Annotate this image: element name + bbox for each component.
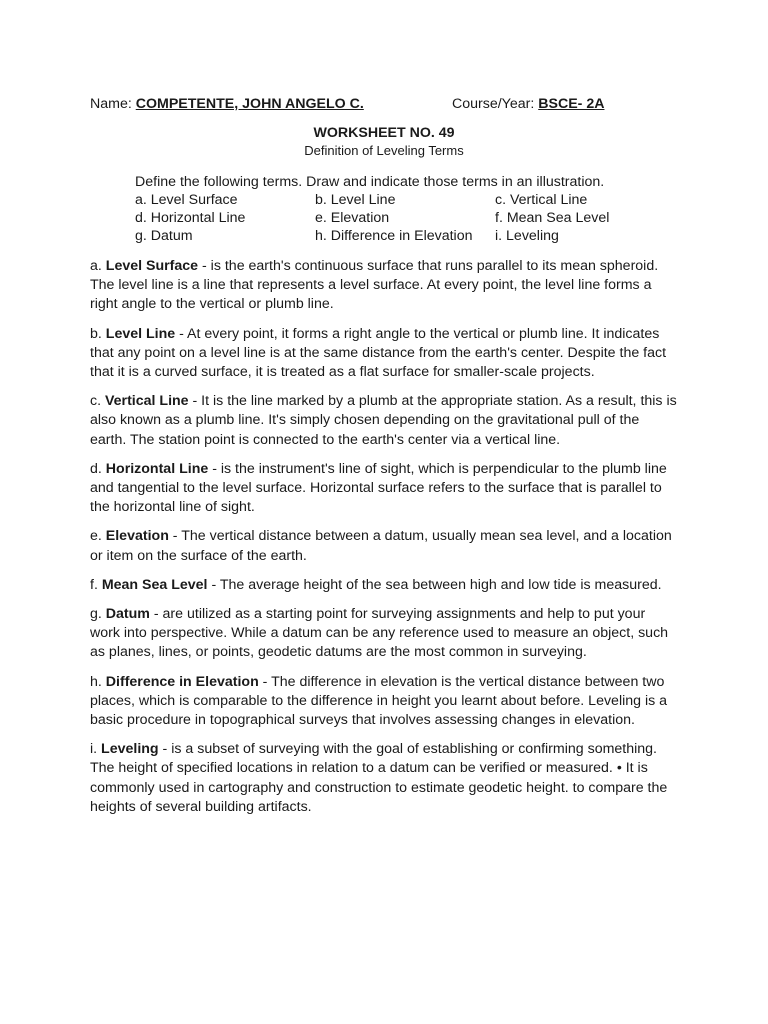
course-value: BSCE- 2A [538,96,605,112]
course-field [452,94,604,114]
definition-prefix: e. [90,528,106,545]
definition-text: - At every point, it forms a right angle to the vertical or plumb line. It indicates that any point on a level line is at the same distance from the earth's center. Despite the fact that it is a curved surface, it is treated as a flat surface for smaller-scale projects. [90,325,667,381]
terms-list [135,191,680,245]
definition-text: - The difference in elevation is the vertical distance between two places, which is comparable to the difference in height you learnt about before. Leveling is a basic procedure in topographical surveys that involves assessing changes in elevation. [90,673,668,729]
name-value: COMPETENTE, JOHN ANGELO C. [135,96,364,112]
definition-term: Difference in Elevation [105,673,259,690]
definition-prefix: d. [90,460,106,477]
term-item: i. Leveling [495,228,559,244]
definition-paragraph [90,257,678,315]
definition-term: Leveling [101,741,159,758]
definition-term: Vertical Line [104,393,189,410]
definition-paragraph [90,576,678,595]
definition-term: Datum [105,606,150,623]
definition-term: Level Surface [105,258,199,274]
course-label: Course/Year: [452,96,539,112]
worksheet-title: WORKSHEET NO. 49 [313,125,455,141]
definition-paragraph [90,605,678,663]
term-item: b. Level Line [315,192,396,208]
definition-text: - is a subset of surveying with the goal of establishing or confirming something. The height of specified locations in relation to a datum can be verified or measured. • It is commonly used in cartography and construction to estimate geodetic height. to compare the heights of several building artifacts. [90,741,668,815]
name-field [90,94,364,114]
definition-paragraph [90,740,678,817]
definitions-list [88,257,680,817]
term-item: d. Horizontal Line [135,210,246,226]
definition-term: Elevation [105,528,169,545]
definition-prefix: g. [90,606,106,623]
definition-paragraph [90,325,678,383]
definition-paragraph [90,392,678,450]
definition-prefix: b. [90,325,106,342]
worksheet-subtitle: Definition of Leveling Terms [304,143,464,158]
term-item: g. Datum [135,228,193,244]
definition-paragraph [90,460,678,518]
definition-prefix: a. [90,258,106,274]
term-item: a. Level Surface [135,192,238,208]
name-label: Name: [90,96,136,112]
instructions: Define the following terms. Draw and indicate those terms in an illustration. [135,174,605,190]
definition-text: - are utilized as a starting point for surveying assignments and help to put your work into perspective. While a datum can be any reference used to measure an object, such as planes, lines, or points, geodetic datums are the most common in surveying. [90,606,669,661]
definition-prefix: h. [90,673,106,690]
term-item: c. Vertical Line [495,192,588,208]
term-item: e. Elevation [315,210,390,226]
definition-prefix: c. [90,393,105,410]
definition-prefix: f. [90,576,102,593]
definition-term: Horizontal Line [105,460,209,477]
definition-term: Level Line [105,325,176,342]
definition-text: - The vertical distance between a datum, usually mean sea level, and a location or item on the surface of the earth. [90,528,672,564]
definition-paragraph [90,673,678,731]
term-item: h. Difference in Elevation [315,228,473,244]
definition-text: - The average height of the sea between high and low tide is measured. [207,576,662,593]
definition-prefix: i. [90,741,102,758]
definition-text: - It is the line marked by a plumb at the appropriate station. As a result, this is also known as a plumb line. It's simply chosen depending on the gravitational pull of the earth. The station point is connected to the earth's center via a vertical line. [90,393,677,448]
definition-text: - is the instrument's line of sight, which is perpendicular to the plumb line and tangential to the level surface. Horizontal surface refers to the surface that is parallel to the horizontal line of sight. [90,460,667,516]
term-item: f. Mean Sea Level [495,210,610,226]
definition-text: - is the earth's continuous surface that runs parallel to its mean spheroid. The level line is a line that represents a level surface. At every point, the level line forms a right angle to the vertical or plumb line. [90,258,659,313]
definition-paragraph [90,527,678,565]
definition-term: Mean Sea Level [101,576,208,593]
header-row [88,94,680,114]
